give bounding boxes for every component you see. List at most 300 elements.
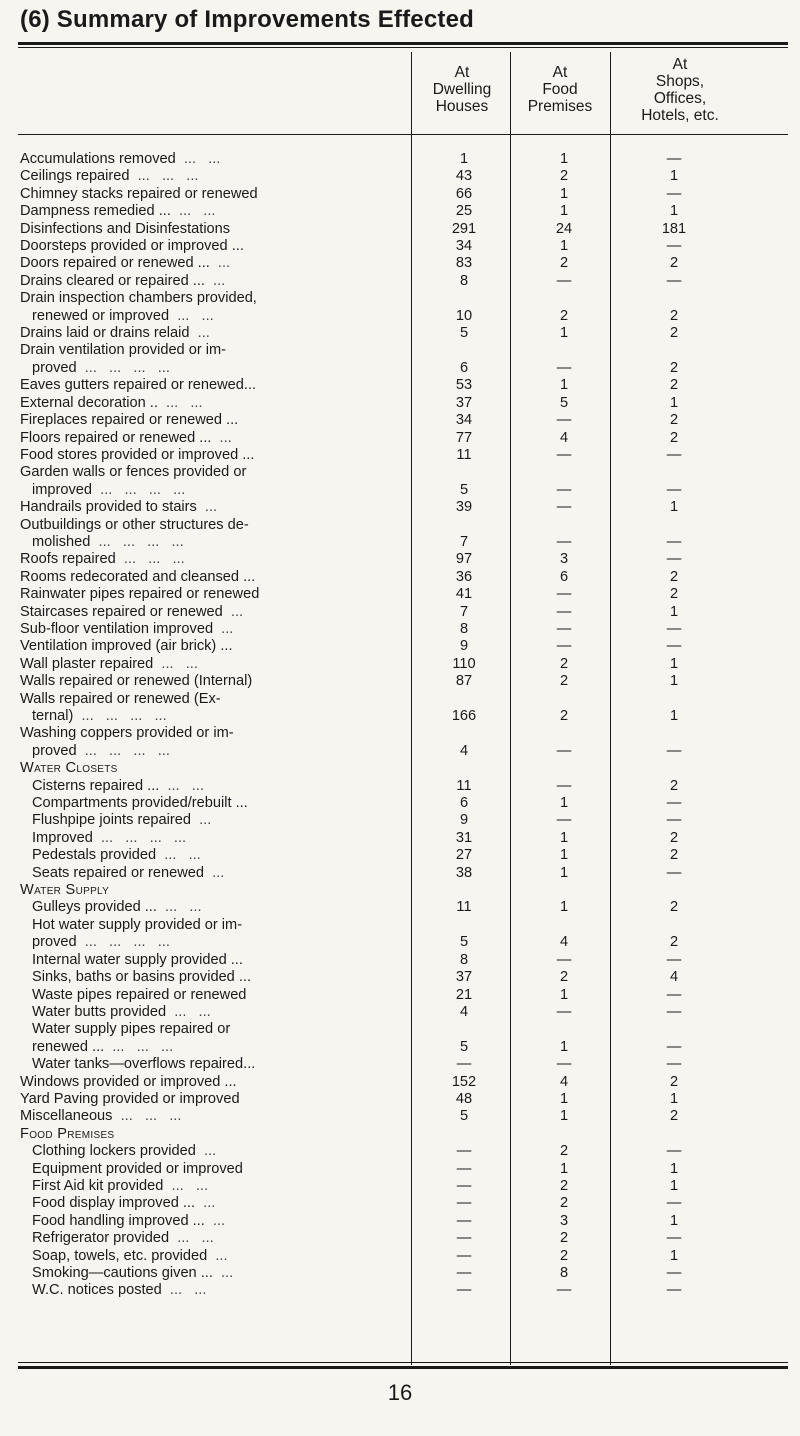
shops-value: 2 [669, 307, 679, 324]
row-label [20, 1126, 414, 1143]
dwelling-value: — [456, 1212, 472, 1229]
food-premises-value [514, 290, 614, 307]
table-row [20, 1143, 734, 1160]
table-row [20, 812, 734, 829]
column-header-dwelling-houses: At Dwelling Houses [432, 64, 492, 115]
row-label-text: Doors repaired or renewed ... [20, 255, 210, 272]
shops-value: 1 [669, 203, 679, 220]
table-row [20, 221, 734, 238]
dwelling-value [414, 290, 514, 307]
table-row [20, 517, 734, 534]
table-row [20, 917, 734, 934]
row-label-text: Drains laid or drains relaid [20, 325, 190, 342]
food-premises-value: 2 [559, 1230, 569, 1247]
row-label-text: W.C. notices posted [32, 1282, 162, 1299]
dwelling-value: 7 [459, 603, 469, 620]
dwelling-value [414, 1021, 514, 1038]
row-label [20, 151, 414, 168]
shops-value [614, 882, 734, 899]
row-label-text: Sub-floor ventilation improved [20, 620, 214, 637]
dwelling-value: 4 [459, 1003, 469, 1020]
food-premises-value [514, 691, 614, 708]
dwelling-value: 110 [452, 655, 476, 672]
dwelling-value: 11 [456, 899, 472, 916]
dwelling-value: 21 [455, 986, 473, 1003]
table-row [20, 1091, 734, 1108]
food-premises-value: 4 [559, 1073, 569, 1090]
dwelling-value [414, 760, 514, 777]
row-label-text: Roofs repaired [20, 551, 116, 568]
food-premises-value: — [556, 1282, 572, 1299]
row-label [20, 238, 414, 255]
table-row [20, 725, 734, 742]
dwelling-value: 291 [451, 220, 477, 237]
row-label-text: Drain inspection chambers provided, [20, 290, 257, 307]
row-label [20, 1161, 414, 1178]
shops-value: 1 [669, 655, 679, 672]
row-label [20, 325, 414, 342]
shops-value [614, 760, 734, 777]
table-row [20, 899, 734, 916]
shops-value: — [666, 1143, 682, 1160]
row-label-text: Food display improved ... [32, 1195, 196, 1212]
dwelling-value [414, 517, 514, 534]
row-label-text: renewed or improved [32, 307, 170, 324]
food-premises-value: 1 [559, 986, 569, 1003]
food-premises-value: 1 [559, 795, 569, 812]
food-premises-value: 8 [559, 1265, 569, 1281]
row-label-text: Washing coppers provided or im- [20, 725, 234, 742]
shops-value: 2 [669, 359, 679, 376]
row-label-text: Refrigerator provided [32, 1230, 170, 1247]
row-label-text: Smoking—cautions given ... [32, 1265, 213, 1281]
leader-dots: ... [191, 812, 212, 829]
table-row [20, 952, 734, 969]
dwelling-value: — [456, 1195, 472, 1212]
shops-value: — [666, 1003, 682, 1020]
row-label [20, 464, 414, 481]
row-label [20, 1248, 414, 1265]
table-row [20, 1021, 734, 1038]
food-premises-value: 5 [559, 394, 569, 411]
dwelling-value: 48 [455, 1090, 473, 1107]
table-row [20, 847, 734, 864]
shops-value [614, 691, 734, 708]
table-row [20, 569, 734, 586]
table-row [20, 238, 734, 255]
row-label [20, 308, 414, 325]
row-label-text: Seats repaired or renewed [32, 864, 204, 881]
shops-value: 4 [669, 969, 679, 986]
food-premises-value: 1 [559, 151, 569, 167]
shops-value: — [666, 533, 682, 550]
table-row [20, 778, 734, 795]
food-premises-value: 3 [559, 1212, 569, 1229]
row-label-text: Drains cleared or repaired ... [20, 272, 205, 289]
row-label [20, 186, 414, 203]
table-row [20, 969, 734, 986]
row-label [20, 168, 414, 185]
food-premises-value [514, 917, 614, 934]
row-label [20, 673, 414, 690]
row-label [20, 847, 414, 864]
page-title: (6) Summary of Improvements Effected [20, 6, 474, 33]
shops-value: 2 [669, 325, 679, 342]
shops-value: 181 [661, 220, 687, 237]
row-label [20, 1056, 414, 1073]
shops-value [614, 1021, 734, 1038]
shops-value [614, 1126, 734, 1143]
row-label [20, 1265, 414, 1282]
dwelling-value [414, 342, 514, 359]
row-label-text: Food Premises [20, 1125, 115, 1142]
row-label [20, 969, 414, 986]
table-row [20, 1282, 734, 1299]
leader-dots: ... [213, 620, 234, 637]
food-premises-value [514, 1021, 614, 1038]
leader-dots: ... ... [166, 1003, 211, 1020]
row-label [20, 1178, 414, 1195]
row-label-text: Walls repaired or renewed (Ex- [20, 690, 221, 707]
leader-dots: ... [204, 1212, 226, 1229]
dwelling-value: 8 [459, 272, 469, 289]
table-row [20, 865, 734, 882]
shops-value: 1 [669, 499, 679, 516]
shops-value [614, 725, 734, 742]
row-label [20, 1143, 414, 1160]
dwelling-value: — [456, 1160, 472, 1177]
table-row [20, 638, 734, 655]
dwelling-value: 9 [459, 638, 469, 655]
row-label [20, 1230, 414, 1247]
shops-value [614, 290, 734, 307]
dwelling-value: 87 [455, 673, 473, 690]
row-label [20, 795, 414, 812]
table-row [20, 830, 734, 847]
row-label [20, 255, 414, 272]
table-row [20, 1108, 734, 1125]
shops-value: — [666, 986, 682, 1003]
dwelling-value: — [456, 1230, 472, 1247]
table-row [20, 1178, 734, 1195]
row-label-text: Water Closets [20, 760, 118, 777]
food-premises-value: — [556, 446, 572, 463]
row-label-text: Dampness remedied ... [20, 203, 171, 220]
shops-value: 2 [669, 934, 679, 951]
row-label-text: Water supply pipes repaired or [32, 1021, 231, 1038]
leader-dots: ... [222, 603, 244, 620]
dwelling-value: 53 [455, 377, 473, 394]
row-label-text: Water Supply [20, 882, 110, 899]
food-premises-value: — [556, 777, 572, 794]
dwelling-value: 4 [459, 742, 469, 759]
row-label-text: Doorsteps provided or improved ... [20, 238, 244, 255]
row-label [20, 1282, 414, 1299]
row-label-text: Internal water supply provided ... [32, 951, 243, 968]
table-row [20, 308, 734, 325]
table-row [20, 604, 734, 621]
row-label [20, 1004, 414, 1021]
row-label-text: Soap, towels, etc. provided [32, 1247, 208, 1264]
food-premises-value: 2 [559, 1177, 569, 1194]
leader-dots: ... ... ... ... [76, 742, 170, 759]
table-row [20, 1248, 734, 1265]
table-row [20, 1195, 734, 1212]
table-row [20, 1039, 734, 1056]
row-label-text: Floors repaired or renewed ... [20, 429, 212, 446]
row-label-text: Ceilings repaired [20, 168, 130, 185]
row-label [20, 778, 414, 795]
food-premises-value: 2 [559, 673, 569, 690]
food-premises-value: 1 [559, 847, 569, 864]
food-premises-value: — [556, 586, 572, 603]
food-premises-value: 24 [555, 220, 573, 237]
table-row [20, 325, 734, 342]
row-label-text: Ventilation improved (air brick) ... [20, 638, 233, 655]
food-premises-value: — [556, 272, 572, 289]
shops-value: 1 [669, 708, 679, 724]
dwelling-value: 77 [455, 429, 473, 446]
food-premises-value: 2 [559, 1143, 569, 1160]
shops-value: 2 [669, 377, 679, 394]
food-premises-value: 4 [559, 934, 569, 951]
food-premises-value: 2 [559, 708, 569, 724]
table-row [20, 151, 734, 168]
shops-value: 1 [669, 1090, 679, 1107]
leader-dots: ... ... ... [115, 551, 185, 568]
shops-value: 1 [669, 1177, 679, 1194]
food-premises-value: 1 [559, 1108, 569, 1125]
shops-value: — [666, 1038, 682, 1055]
row-label-text: Hot water supply provided or im- [32, 916, 243, 933]
section-heading-row [20, 1126, 734, 1143]
shops-value: 2 [669, 255, 679, 272]
food-premises-value: 2 [559, 969, 569, 986]
row-label [20, 586, 414, 603]
food-premises-value: — [556, 1056, 572, 1073]
dwelling-value: — [456, 1143, 472, 1160]
dwelling-value: 152 [451, 1073, 477, 1090]
shops-value: — [666, 951, 682, 968]
row-label [20, 621, 414, 638]
food-premises-value: 4 [559, 429, 569, 446]
food-premises-value: 1 [559, 899, 569, 916]
row-label [20, 203, 414, 220]
row-label-text: Flushpipe joints repaired [32, 812, 191, 829]
shops-value [614, 517, 734, 534]
shops-value: 1 [669, 673, 679, 690]
shops-value: — [666, 185, 682, 202]
dwelling-value [414, 725, 514, 742]
shops-value [614, 917, 734, 934]
row-label-text: Water butts provided [32, 1003, 167, 1020]
row-label-text: Fireplaces repaired or renewed ... [20, 412, 239, 429]
shops-value: — [666, 620, 682, 637]
table-row [20, 586, 734, 603]
food-premises-value [514, 882, 614, 899]
table-row [20, 708, 734, 725]
row-label-text: Rooms redecorated and cleansed ... [20, 568, 256, 585]
leader-dots: ... [207, 1247, 228, 1264]
row-label [20, 917, 414, 934]
leader-dots: ... ... [175, 151, 221, 167]
row-label-text: Wall plaster repaired [20, 655, 154, 672]
header-rule [18, 134, 788, 135]
shops-value: 1 [669, 1247, 679, 1264]
row-label [20, 395, 414, 412]
dwelling-value: 5 [459, 1108, 469, 1125]
leader-dots: ... ... [161, 1282, 207, 1299]
table-row [20, 168, 734, 185]
dwelling-value: 6 [459, 359, 469, 376]
food-premises-value [514, 1126, 614, 1143]
table-row [20, 395, 734, 412]
row-label [20, 708, 414, 725]
row-label [20, 447, 414, 464]
leader-dots: ... [211, 429, 232, 446]
dwelling-value [414, 917, 514, 934]
food-premises-value: 1 [559, 377, 569, 394]
dwelling-value: 41 [455, 586, 473, 603]
leader-dots: ... [195, 1195, 216, 1212]
row-label [20, 830, 414, 847]
row-label-text: Accumulations removed [20, 151, 176, 167]
shops-value: — [666, 1230, 682, 1247]
shops-value: — [666, 742, 682, 759]
leader-dots: ... ... [159, 777, 204, 794]
leader-dots: ... [203, 864, 225, 881]
table-row [20, 1265, 734, 1282]
table-row [20, 412, 734, 429]
leader-dots: ... ... ... ... [76, 934, 170, 951]
dwelling-value: 27 [455, 847, 473, 864]
row-label-text: Walls repaired or renewed (Internal) [20, 673, 253, 690]
row-label [20, 899, 414, 916]
dwelling-value: 66 [455, 185, 473, 202]
row-label-text: renewed ... [32, 1038, 105, 1055]
row-label [20, 1108, 414, 1125]
food-premises-value: 1 [559, 185, 569, 202]
row-label [20, 812, 414, 829]
shops-value: — [666, 272, 682, 289]
row-label [20, 952, 414, 969]
table-row [20, 255, 734, 272]
leader-dots: ... ... ... [104, 1038, 174, 1055]
table-row [20, 290, 734, 307]
row-label-text: Outbuildings or other structures de- [20, 516, 249, 533]
row-label-text: molished [32, 533, 91, 550]
table-row [20, 377, 734, 394]
table-row [20, 464, 734, 481]
dwelling-value [414, 464, 514, 481]
row-label [20, 882, 414, 899]
dwelling-value: — [456, 1265, 472, 1281]
food-premises-value: 2 [559, 655, 569, 672]
table-row [20, 1056, 734, 1073]
row-label [20, 1195, 414, 1212]
dwelling-value: 83 [455, 255, 473, 272]
shops-value: — [666, 812, 682, 829]
shops-value: 2 [669, 829, 679, 846]
food-premises-value: — [556, 742, 572, 759]
food-premises-value: 1 [559, 829, 569, 846]
dwelling-value: 11 [456, 777, 472, 794]
dwelling-value: — [456, 1247, 472, 1264]
leader-dots: ... ... ... ... [73, 708, 167, 724]
food-premises-value: — [556, 533, 572, 550]
table-row [20, 656, 734, 673]
row-label [20, 1039, 414, 1056]
food-premises-value: — [556, 412, 572, 429]
column-header-shops-offices-hotels: At Shops, Offices, Hotels, etc. [641, 56, 719, 124]
row-label-text: First Aid kit provided [32, 1177, 164, 1194]
dwelling-value: 6 [459, 795, 469, 812]
row-label [20, 1091, 414, 1108]
leader-dots: ... [204, 272, 226, 289]
food-premises-value: — [556, 812, 572, 829]
shops-value: 2 [669, 777, 679, 794]
row-label [20, 638, 414, 655]
leader-dots: ... ... [157, 394, 203, 411]
table-row [20, 1161, 734, 1178]
dwelling-value: 34 [455, 238, 473, 255]
dwelling-value: 5 [459, 1038, 469, 1055]
dwelling-value [414, 882, 514, 899]
shops-value: 1 [669, 603, 679, 620]
row-label-text: Water tanks—overflows repaired... [32, 1056, 256, 1073]
table-row [20, 691, 734, 708]
row-label-text: Food stores provided or improved ... [20, 446, 255, 463]
shops-value: — [666, 795, 682, 812]
dwelling-value: 5 [459, 325, 469, 342]
dwelling-value: 5 [459, 934, 469, 951]
row-label [20, 360, 414, 377]
food-premises-value: 3 [559, 551, 569, 568]
dwelling-value: 37 [455, 394, 473, 411]
dwelling-value: 97 [455, 551, 473, 568]
row-label [20, 551, 414, 568]
table-row [20, 1230, 734, 1247]
food-premises-value: 1 [559, 325, 569, 342]
food-premises-value [514, 464, 614, 481]
food-premises-value [514, 760, 614, 777]
row-label-text: Clothing lockers provided [32, 1143, 196, 1160]
dwelling-value: 39 [455, 499, 473, 516]
row-label [20, 987, 414, 1004]
leader-dots: ... [212, 1265, 234, 1281]
shops-value: 1 [669, 1212, 679, 1229]
dwelling-value: 31 [455, 829, 473, 846]
shops-value: — [666, 446, 682, 463]
food-premises-value: 2 [559, 1195, 569, 1212]
row-label-text: Waste pipes repaired or renewed [32, 986, 247, 1003]
food-premises-value: 2 [559, 168, 569, 185]
food-premises-value: — [556, 499, 572, 516]
table-row [20, 273, 734, 290]
leader-dots: ... ... ... ... [92, 829, 187, 846]
row-label-text: improved [32, 481, 93, 498]
shops-value: — [666, 638, 682, 655]
shops-value: 2 [669, 568, 679, 585]
table-row [20, 186, 734, 203]
row-label-text: Garden walls or fences provided or [20, 464, 247, 481]
dwelling-value [414, 691, 514, 708]
table-row [20, 621, 734, 638]
table-row [20, 447, 734, 464]
table-row [20, 342, 734, 359]
shops-value: 2 [669, 1108, 679, 1125]
food-premises-value: — [556, 603, 572, 620]
